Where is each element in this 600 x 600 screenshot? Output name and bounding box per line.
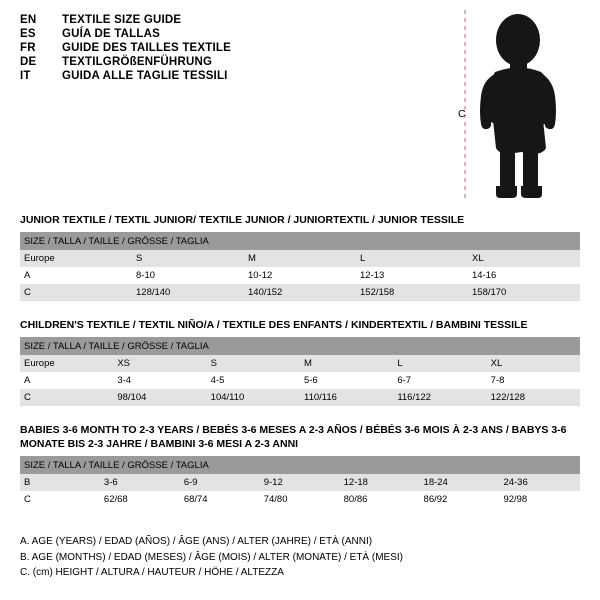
table-row <box>20 389 580 406</box>
table-cell: A <box>20 267 132 284</box>
table-cell: 14-16 <box>468 267 580 284</box>
table-cell: 140/152 <box>244 284 356 301</box>
table-cell: XS <box>113 355 206 372</box>
header-title-text: TEXTILE SIZE GUIDE <box>62 14 182 26</box>
header-row <box>20 14 440 26</box>
legend-line-c: C. (cm) HEIGHT / ALTURA / HAUTEUR / HÖHE / ALTEZZA <box>20 567 284 578</box>
table-cell: C <box>20 389 113 406</box>
table-cell: 3-4 <box>113 372 206 389</box>
table-row <box>20 284 580 301</box>
table-cell: A <box>20 372 113 389</box>
children-size-table <box>20 337 580 406</box>
header-title-text: TEXTILGRÖßENFÜHRUNG <box>62 56 213 68</box>
header-title-text: GUIDA ALLE TAGLIE TESSILI <box>62 70 228 82</box>
legend-block <box>20 534 580 581</box>
legend-line-a: A. AGE (YEARS) / EDAD (AÑOS) / ÂGE (ANS) / ALTER (JAHRE) / ETÀ (ANNI) <box>20 536 373 547</box>
section-babies <box>20 423 580 508</box>
table-cell: 24-36 <box>499 474 580 491</box>
legend-line-b: B. AGE (MONTHS) / EDAD (MESES) / ÂGE (MOIS) / ALTER (MONATE) / ETÀ (MESI) <box>20 551 403 563</box>
header-title-text: GUIDE DES TAILLES TEXTILE <box>62 42 231 54</box>
section-title: JUNIOR TEXTILE / TEXTIL JUNIOR/ TEXTILE JUNIOR / JUNIORTEXTIL / JUNIOR TESSILE <box>20 214 465 226</box>
child-silhouette-figure <box>440 8 590 203</box>
table-cell: 80/86 <box>340 491 420 508</box>
child-silhouette-icon <box>440 8 590 203</box>
table-cell: 128/140 <box>132 284 244 301</box>
table-head-cell: SIZE / TALLA / TAILLE / GRÖSSE / TAGLIA <box>20 456 580 474</box>
header-row <box>20 70 440 82</box>
table-head-row <box>20 232 580 250</box>
table-cell: 98/104 <box>113 389 206 406</box>
table-cell: 68/74 <box>180 491 260 508</box>
table-cell: S <box>132 250 244 267</box>
table-row <box>20 372 580 389</box>
table-cell: 116/122 <box>393 389 486 406</box>
table-cell: 4-5 <box>207 372 300 389</box>
header-lang-code: FR <box>20 42 36 54</box>
table-cell: 18-24 <box>420 474 500 491</box>
table-cell: 3-6 <box>100 474 180 491</box>
header-lang-code: EN <box>20 14 37 26</box>
header-lang-code: DE <box>20 56 37 68</box>
table-cell: L <box>393 355 486 372</box>
table-cell: M <box>244 250 356 267</box>
babies-size-table <box>20 456 580 508</box>
table-cell: 7-8 <box>487 372 580 389</box>
table-head-row <box>20 337 580 355</box>
table-cell: XL <box>487 355 580 372</box>
table-cell: 6-7 <box>393 372 486 389</box>
header-lang-code: IT <box>20 70 31 82</box>
figure-measure-label: C <box>458 108 466 120</box>
table-cell: 86/92 <box>420 491 500 508</box>
table-cell: 12-13 <box>356 267 468 284</box>
table-cell: 74/80 <box>260 491 340 508</box>
table-cell: C <box>20 491 100 508</box>
table-row <box>20 250 580 267</box>
header-row <box>20 56 440 68</box>
table-cell: M <box>300 355 393 372</box>
table-cell: 9-12 <box>260 474 340 491</box>
table-row <box>20 355 580 372</box>
table-cell: 8-10 <box>132 267 244 284</box>
table-row <box>20 491 580 508</box>
table-cell: 122/128 <box>487 389 580 406</box>
table-cell: 10-12 <box>244 267 356 284</box>
section-title: CHILDREN'S TEXTILE / TEXTIL NIÑO/A / TEXTILE DES ENFANTS / KINDERTEXTIL / BAMBINI TESSILE <box>20 319 528 331</box>
table-cell: 110/116 <box>300 389 393 406</box>
section-title: BABIES 3-6 MONTH TO 2-3 YEARS / BEBÉS 3-6 MESES A 2-3 AÑOS / BÉBÉS 3-6 MOIS À 2-3 ANS / BABYS 3-6 MONATE BIS 2-3 JAHRE / BAMBINI 3-6 MESI A 2-3 ANNI <box>20 424 567 451</box>
header-row <box>20 42 440 54</box>
header-lang-code: ES <box>20 28 36 40</box>
table-cell: XL <box>468 250 580 267</box>
table-cell: S <box>207 355 300 372</box>
table-head-cell: SIZE / TALLA / TAILLE / GRÖSSE / TAGLIA <box>20 337 580 355</box>
header-title-text: GUÍA DE TALLAS <box>62 28 160 40</box>
table-cell: L <box>356 250 468 267</box>
table-cell: B <box>20 474 100 491</box>
table-cell: Europe <box>20 355 113 372</box>
table-cell: 152/158 <box>356 284 468 301</box>
table-cell: 92/98 <box>499 491 580 508</box>
section-junior <box>20 213 580 301</box>
table-cell: Europe <box>20 250 132 267</box>
header-row <box>20 28 440 40</box>
table-cell: C <box>20 284 132 301</box>
table-head-cell: SIZE / TALLA / TAILLE / GRÖSSE / TAGLIA <box>20 232 580 250</box>
table-cell: 6-9 <box>180 474 260 491</box>
table-row <box>20 267 580 284</box>
table-cell: 158/170 <box>468 284 580 301</box>
junior-size-table <box>20 232 580 301</box>
table-cell: 5-6 <box>300 372 393 389</box>
section-children <box>20 318 580 406</box>
table-cell: 62/68 <box>100 491 180 508</box>
table-cell: 12-18 <box>340 474 420 491</box>
header-block <box>20 14 440 84</box>
table-head-row <box>20 456 580 474</box>
table-row <box>20 474 580 491</box>
table-cell: 104/110 <box>207 389 300 406</box>
